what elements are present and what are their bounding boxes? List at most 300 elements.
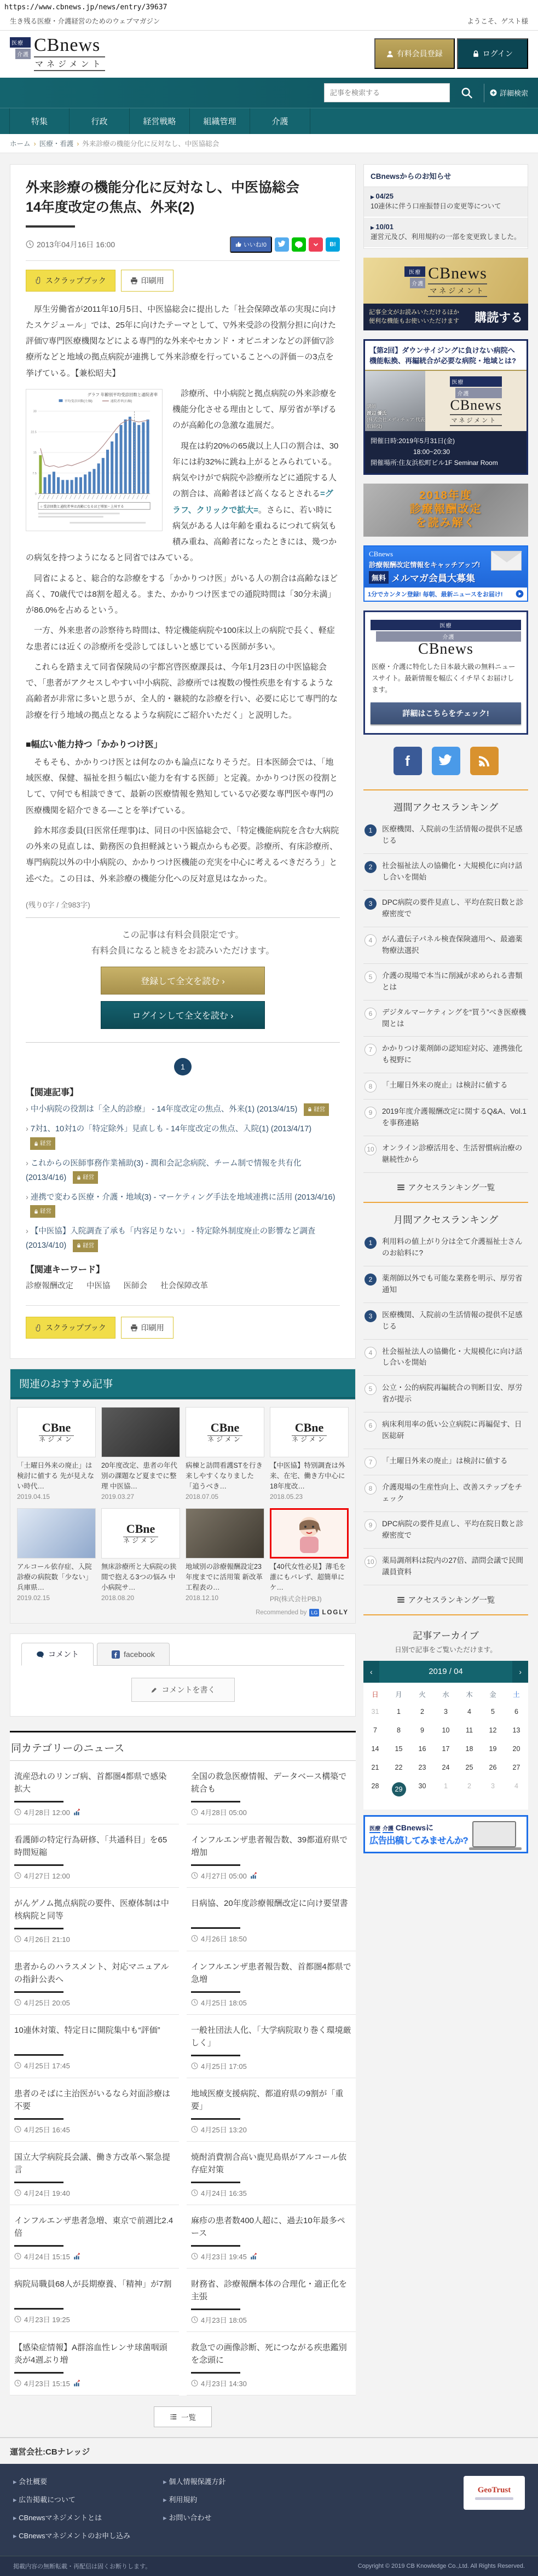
news-title: 病院局職員68人が長期療養、「精神」が7割 (14, 2280, 172, 2289)
footer-link[interactable]: ▸ 広告掲載について (13, 2494, 130, 2504)
news-title: 看護師の特定行為研修、「共通科目」を65時間短縮 (14, 1835, 167, 1857)
news-list-item[interactable] (187, 1888, 356, 1951)
calendar-day[interactable]: 3 (491, 1782, 495, 1790)
calendar-day[interactable]: 3 (444, 1707, 448, 1716)
ranking-title: かかりつけ薬剤師の認知症対応、連携強化も視野に (382, 1044, 523, 1065)
browser-url-bar[interactable]: https://www.cbnews.jp/news/entry/39637 (0, 0, 538, 13)
calendar-day[interactable]: 21 (371, 1763, 379, 1771)
news-list-item[interactable] (187, 2332, 356, 2395)
ranking-item[interactable] (363, 854, 528, 891)
pagination-current[interactable]: 1 (174, 1058, 192, 1075)
comments-section (10, 1633, 356, 1717)
twitter-share-icon[interactable] (275, 237, 289, 252)
recommend-title: 【40代女性必見】薄毛を誰にもバレず、超簡単にケ… (270, 1563, 346, 1591)
nav-item-組織管理[interactable]: 組織管理 (190, 108, 250, 134)
ranking-number: 2 (365, 1274, 377, 1286)
news-list-item[interactable] (187, 2269, 356, 2332)
paid-category-badge: 経営 (73, 1240, 98, 1252)
news-date: 4月24日 15:15 (14, 2251, 175, 2261)
cbnews-mini-logo: CBne ネジメン (123, 1522, 158, 1545)
recommend-date: 2018.12.10 (186, 1594, 219, 1602)
facebook-icon (112, 1650, 120, 1659)
recommend-card[interactable] (186, 1508, 264, 1603)
seminar-title: 【第2回】ダウンサイジングに負けない病院へ 機能転換、再編統合が必要な病院・地域とは? (365, 341, 527, 371)
news-title: インフルエンザ患者報告数、首都圏4都県で急増 (191, 1962, 351, 1984)
news-title: 【感染症情報】A群溶血性レンサ球菌咽頭炎が4週ぶり増 (14, 2343, 167, 2365)
login-fulltext-button[interactable]: ログインして全文を読む › (101, 1001, 265, 1029)
ranking-more-link[interactable]: アクセスランキング一覧 (363, 1173, 528, 1196)
calendar-day[interactable]: 14 (371, 1745, 379, 1753)
title-underline (14, 2054, 63, 2056)
printer-icon (130, 1324, 138, 1331)
ranking-item[interactable] (363, 1376, 528, 1412)
footer-link[interactable]: ▸ 会社概要 (13, 2476, 130, 2486)
monthly-ranking-section (363, 1202, 528, 1609)
ranking-item[interactable] (363, 1266, 528, 1303)
clock-icon (14, 2380, 21, 2387)
recommend-card[interactable] (17, 1508, 96, 1603)
seminar-cbnews-logo: 医療 介護 CBnews マネジメント (425, 371, 527, 431)
recommend-date: 2019.02.15 (17, 1594, 50, 1602)
news-title: 地域医療支援病院、都道府県の9割が「重要」 (191, 2089, 344, 2111)
calendar-day[interactable]: 22 (395, 1763, 403, 1771)
calendar-day[interactable]: 23 (418, 1763, 426, 1771)
ranking-title: がん遺伝子パネル検査保険適用へ、最適薬物療法選択 (382, 934, 523, 955)
weekly-ranking-heading: 週間アクセスランキング (393, 802, 499, 813)
news-title: 全国の救急医療情報、データベース構築で統合も (191, 1772, 347, 1794)
cbnews-mini-logo: CBne ネジメン (292, 1421, 327, 1444)
calendar-day[interactable]: 7 (373, 1726, 377, 1734)
paid-category-badge: 経営 (30, 1205, 55, 1218)
main-nav (0, 108, 538, 134)
keyword-link[interactable]: 社会保障改革 (160, 1282, 208, 1291)
ranking-title: 介護現場の生産性向上、改善ステップをチェック (382, 1483, 523, 1503)
ranking-item[interactable] (363, 1001, 528, 1037)
ranking-item[interactable] (363, 1475, 528, 1512)
news-list-item[interactable] (187, 2205, 356, 2269)
ranking-item[interactable] (363, 1412, 528, 1449)
ranking-item[interactable] (363, 1073, 528, 1100)
ranking-item[interactable] (363, 1303, 528, 1340)
ranking-item[interactable] (363, 1136, 528, 1173)
news-date: 4月26日 21:10 (14, 1934, 175, 1944)
kaitei-banner[interactable]: 2018年度 診療報酬改定 を読み解く (363, 484, 528, 537)
recommend-thumbnail (17, 1508, 96, 1559)
calendar-next-button[interactable]: › (512, 1661, 528, 1683)
calendar-day[interactable]: 6 (514, 1707, 518, 1716)
recommend-date: 2018.08.20 (101, 1594, 135, 1602)
breadcrumb-link[interactable]: 医療・看護 (39, 140, 74, 148)
ranking-item[interactable] (363, 1449, 528, 1475)
calendar-day[interactable]: 24 (442, 1763, 450, 1771)
title-underline (191, 1864, 240, 1866)
news-list-item[interactable] (10, 1888, 179, 1951)
news-date: 4月23日 19:45 (191, 2251, 351, 2261)
category-news-heading: 同カテゴリーのニュース (10, 1732, 356, 1761)
calendar-day[interactable]: 19 (489, 1745, 497, 1753)
ranking-title: 2019年度介護報酬改定に関するQ&A、Vol.1を事務連絡 (382, 1107, 527, 1127)
calendar-day[interactable]: 1 (444, 1782, 448, 1790)
scrapbook-button[interactable]: スクラップブック (26, 270, 115, 292)
related-article-link[interactable]: › 連携で変わる医療・介護・地域(3) - マーケティング手法を地域連携に活用 (2013/4/16) 経営 (26, 1190, 340, 1219)
sidebar (363, 164, 528, 1862)
lock-icon (34, 1142, 38, 1146)
ranking-more-link[interactable]: アクセスランキング一覧 (363, 1585, 528, 1609)
breadcrumb-link[interactable]: ホーム (10, 140, 31, 148)
ranking-item[interactable] (363, 1512, 528, 1549)
title-underline (191, 1991, 240, 1993)
footer-link[interactable]: ▸ 利用規約 (163, 2494, 225, 2504)
seminar-banner[interactable] (363, 339, 528, 475)
recommend-title: アルコール依存症、入院診療の病院数「少ない」 兵庫県… (17, 1563, 92, 1591)
footer-notice: 掲載内容の無断転載・再配信は固くお断りします。 (13, 2563, 152, 2571)
ranking-title: 公立・公的病院再編統合の判断目安、厚労省が提示 (382, 1383, 523, 1404)
twitter-bird-icon (278, 240, 286, 248)
calendar-day-selected[interactable]: 29 (387, 1777, 410, 1802)
calendar-day[interactable]: 20 (512, 1745, 520, 1753)
notice-item[interactable] (364, 187, 528, 217)
ranking-number: 6 (365, 1420, 377, 1432)
keyword-list (26, 1280, 340, 1291)
news-list-more-button[interactable]: 一覧 (154, 2406, 212, 2427)
seminar-speaker-photo: 講師 渡辺 優氏 (株式会社メディチュア 代表取締役) (365, 371, 425, 431)
footer-link[interactable]: ▸ 個人情報保護方針 (163, 2476, 225, 2486)
recommend-heading: 関連のおすすめ記事 (10, 1369, 355, 1399)
notice-item[interactable] (364, 218, 528, 247)
chevron-right-icon: › (26, 1193, 28, 1202)
recommend-card[interactable] (270, 1407, 349, 1501)
recommend-title: 20年度改定、患者の年代別の課題など夏までに整理 中医協… (101, 1462, 177, 1490)
chart-attachment-icon (73, 2253, 81, 2260)
nav-item-経営戦略[interactable]: 経営戦略 (130, 108, 190, 134)
ranking-number: 1 (365, 824, 377, 836)
divider (26, 917, 340, 918)
recommend-thumbnail (186, 1407, 264, 1457)
divider (26, 1042, 340, 1043)
news-title: 患者からのハラスメント、対応マニュアルの指針公表へ (14, 1962, 169, 1984)
calendar-day[interactable]: 1 (397, 1707, 401, 1716)
recommend-card[interactable] (101, 1407, 180, 1501)
ranking-item[interactable] (363, 1100, 528, 1136)
title-underline (191, 2182, 240, 2183)
copyright: Copyright © 2019 CB Knowledge Co.,Ltd. All Rights Reserved. (357, 2563, 525, 2570)
rss-icon[interactable] (470, 747, 499, 775)
paywall-notice: この記事は有料会員限定です。 有料会員になると続きをお読みいただけます。 (91, 930, 275, 956)
search-band (0, 78, 538, 108)
page-title: 外来診療の機能分化に反対なし、中医協総会 14年度改定の焦点、外来(2) (26, 180, 300, 216)
search-button[interactable] (455, 85, 478, 101)
keyword-link[interactable]: 医師会 (123, 1282, 147, 1291)
article-date: 2013年04月16日 16:00 (26, 239, 115, 250)
paid-register-button[interactable]: 有料会員登録 (374, 38, 455, 69)
news-date: 4月25日 13:20 (191, 2124, 351, 2135)
print-button-bottom[interactable]: 印刷用 (121, 1317, 173, 1339)
recommend-date: 2019.04.15 (17, 1493, 50, 1501)
recommend-thumbnail (186, 1508, 264, 1559)
news-list-item[interactable] (10, 1824, 179, 1888)
archive-sub: 日別で記事をご覧いただけます。 (395, 1645, 497, 1654)
related-article-link[interactable]: › 中小病院の役割は「全人的診療」 - 14年度改定の焦点、外来(1) (2013/4/15) 経営 (26, 1102, 340, 1117)
geotrust-seal[interactable]: GeoTrust (464, 2476, 525, 2510)
calendar-day[interactable]: 17 (442, 1745, 450, 1753)
title-underline (14, 1928, 63, 1929)
recommend-thumbnail (270, 1407, 349, 1457)
pencil-icon (151, 1686, 158, 1694)
nav-item-特集[interactable]: 特集 (9, 108, 70, 134)
news-date: 4月25日 20:05 (14, 1997, 175, 2008)
recommend-title: 地域別の診療報酬設定23年度までに活用策 新改革工程表の… (186, 1563, 263, 1591)
title-underline (14, 2372, 63, 2374)
article-paragraph: 一方、外来患者の診察待ち時間は、特定機能病院や100床以上の病院で長く、軽症な患者には近くの診療所を受診してほしいと感じている医師が多い。 (26, 626, 335, 652)
ranking-title: DPC病院の要件見直し、平均在院日数と診療密度で (382, 1519, 524, 1539)
calendar-day-header: 木 (466, 1690, 473, 1699)
clock-icon (191, 2062, 198, 2069)
notice-text: 運営元及び、利用規約の一部を変更致しました。 (371, 232, 521, 241)
ranking-number: 1 (365, 1237, 377, 1249)
breadcrumb (0, 134, 538, 153)
recommend-ad-card[interactable] (270, 1508, 349, 1603)
news-date: 4月24日 19:40 (14, 2188, 175, 2198)
print-button[interactable]: 印刷用 (121, 270, 173, 292)
news-title: 10連休対策、特定日に開院集中も“評価” (14, 2026, 160, 2036)
related-article-link[interactable]: › これからの医師事務作業補助(3) - 潤和会記念病院、チーム制で情報を共有化 (2013/4/16) 経営 (26, 1156, 340, 1185)
nav-item-介護[interactable]: 介護 (250, 108, 310, 134)
news-list-item[interactable] (10, 1761, 179, 1824)
footer-link[interactable]: ▸ CBnewsマネジメントのお申し込み (13, 2530, 130, 2540)
calendar-day[interactable]: 13 (512, 1726, 520, 1734)
news-date: 4月25日 16:45 (14, 2124, 175, 2135)
register-fulltext-button[interactable]: 登録して全文を読む › (101, 967, 265, 995)
recommend-title: 病棟と訪問看護STを行き来しやすくなりました 「追うべき… (186, 1462, 263, 1490)
recommend-card[interactable] (101, 1508, 180, 1603)
related-article-link[interactable]: › 7対1、10対1の「特定除外」見直しも - 14年度改定の焦点、入院(1) (2013/4/17) 経営 (26, 1122, 340, 1150)
related-articles-heading: 【関連記事】 (26, 1088, 79, 1098)
facebook-like-button[interactable]: いいね!0 (230, 236, 272, 253)
calendar-day[interactable]: 27 (512, 1763, 520, 1771)
facebook-page-icon[interactable]: f (394, 747, 422, 775)
site-tagline: 生き残る医療・介護経営のためのウェブマガジン (10, 18, 160, 25)
ranking-title: オンライン診療活用を、生活習慣病治療の継続性から (382, 1144, 523, 1164)
ranking-item[interactable] (363, 1340, 528, 1376)
clock-icon (191, 1809, 198, 1816)
search-input[interactable] (324, 83, 450, 102)
article-paragraph: 鈴木邦彦委員(日医常任理事)は、同日の中医協総会で、「特定機能病院を含む大病院の外来の見直しは、勤務医の負担軽減という観点からも必要。診療所、有床診療所、専門病院以外の中小病院の、かかりつけ医機能の充実を中心に考えるべきだろう」と述べた。この日は、外来診療の機能分化への反対意見はなかった。 (26, 825, 339, 883)
recommend-title: 無床診療所と大病院の狭間で抱える3つの悩み 中小病院サ… (101, 1563, 177, 1591)
login-button[interactable]: ログイン (457, 38, 528, 69)
thumbs-up-icon (235, 241, 241, 247)
news-list-item[interactable] (10, 2142, 179, 2205)
calendar-day[interactable]: 30 (418, 1782, 426, 1790)
news-title: 焼酎消費割合高い鹿児島県がアルコール依存症対策 (191, 2153, 347, 2174)
ranking-item[interactable] (363, 927, 528, 964)
news-title: 救急での画像診断、死につながる疾患鑑別を念頭に (191, 2343, 347, 2365)
breadcrumb-separator: › (33, 140, 36, 148)
calendar-day[interactable]: 4 (467, 1707, 471, 1716)
clock-icon (26, 240, 34, 248)
write-comment-button[interactable]: コメントを書く (131, 1678, 235, 1702)
calendar-day[interactable]: 11 (466, 1726, 473, 1734)
news-list-item[interactable] (187, 1824, 356, 1888)
lock-icon (34, 1210, 38, 1214)
calendar-day-header: 土 (513, 1690, 520, 1699)
calendar-day[interactable]: 4 (514, 1782, 518, 1790)
ranking-item[interactable] (363, 817, 528, 854)
advanced-search-link[interactable]: 詳細検索 (490, 88, 528, 98)
search-icon (461, 87, 473, 99)
news-date: 4月28日 05:00 (191, 1807, 351, 1817)
ranking-item[interactable] (363, 1230, 528, 1266)
ranking-item[interactable] (363, 964, 528, 1001)
paid-category-badge: 経営 (30, 1137, 55, 1150)
chart-attachment-icon (250, 2253, 258, 2260)
news-list-item[interactable] (187, 2015, 356, 2078)
clock-icon (191, 2316, 198, 2323)
logo-tags (10, 37, 31, 59)
graph-zoom-link[interactable]: =グラフ、クリックで拡大= (172, 489, 333, 515)
top-strip (0, 13, 538, 31)
news-title: インフルエンザ患者報告数、39都道府県で増加 (191, 1835, 348, 1857)
twitter-page-icon[interactable] (432, 747, 460, 775)
clock-icon (191, 2126, 198, 2133)
list-icon (397, 1596, 405, 1604)
news-title: 麻疹の患者数400人超に、過去10年最多ペース (191, 2216, 345, 2238)
calendar-day[interactable]: 28 (371, 1782, 379, 1790)
calendar-day[interactable]: 9 (420, 1726, 424, 1734)
about-cbnews-box: 医療 介護 CBnews 医療・介護に特化した日本最大級の無料ニュースサイト。最新情報を幅広くイチ早くお届けします。 詳細はこちらをチェック! (363, 610, 528, 735)
ranking-title: 社会福祉法人の協働化・大規模化に向け話し合いを開始 (382, 1347, 523, 1367)
calendar-day-header: 火 (419, 1690, 426, 1699)
title-underline (14, 1991, 63, 1993)
notice-text: 10連休に伴う口座振替日の変更等について (371, 202, 501, 210)
news-list-item[interactable] (187, 1761, 356, 1824)
news-list-item[interactable] (10, 2205, 179, 2269)
clock-icon (14, 1935, 21, 1943)
welcome-text: ようこそ、ゲスト様 (467, 18, 528, 25)
news-list-item[interactable] (10, 2332, 179, 2395)
calendar-prev-button[interactable]: ‹ (363, 1661, 379, 1683)
calendar-month-label: 2019 / 04 (429, 1667, 463, 1677)
envelope-icon (491, 551, 522, 571)
calendar-day[interactable]: 25 (465, 1763, 473, 1771)
site-logo[interactable] (10, 36, 105, 71)
ad-placement-banner[interactable]: 医療 介護 CBnewsに 広告出稿してみませんか? (363, 1815, 528, 1853)
article-paragraph: これらを踏まえて同省保険局の宇都宮啓医療課長は、今年1月23日の中医協総会で、「患者がアクセスしやすい中小病院、診療所では複数の慢性疾患を有するような高齢者が非常に多いと思うが、全人的・継続的な診療を行い、必要に応じて専門的な診療を行う地域の拠点となるような病院にご紹介いただく」と説明した。 (26, 662, 338, 720)
notice-box (363, 164, 528, 249)
hatena-bookmark-icon[interactable]: B! (326, 237, 340, 252)
plus-circle-icon (490, 89, 497, 96)
news-list-item[interactable] (10, 2015, 179, 2078)
lock-icon (472, 50, 479, 57)
line-share-icon[interactable] (292, 237, 306, 252)
ranking-title: デジタルマーケティングを“買う”べき医療機関とは (382, 1008, 527, 1028)
tab-facebook[interactable]: facebook (97, 1643, 170, 1665)
logo-cbnews: CBnews (34, 35, 101, 55)
calendar-day[interactable]: 5 (491, 1707, 495, 1716)
site-footer (0, 2464, 538, 2576)
calendar-day[interactable]: 12 (489, 1726, 497, 1734)
news-list-item[interactable] (187, 1951, 356, 2015)
news-title: 一般社団法人化、「大学病院取り巻く環境厳しく」 (191, 2026, 351, 2048)
recommend-section (10, 1369, 356, 1624)
calendar-day[interactable]: 2 (420, 1707, 424, 1716)
svg-text:30: 30 (33, 410, 37, 414)
news-list-item[interactable] (10, 1951, 179, 2015)
calendar-day[interactable]: 31 (371, 1707, 379, 1716)
footer-link[interactable]: ▸ CBnewsマネジメントとは (13, 2512, 130, 2522)
svg-text:15: 15 (33, 451, 37, 455)
ranking-title: 「土曜日外来の廃止」は検討に値する (382, 1081, 508, 1090)
article-chart-thumbnail[interactable] (26, 389, 163, 533)
mailmagazine-banner[interactable]: CBnews 診療報酬改定情報をキャッチアップ! 無料 メルマガ会員大募集 1分でカンタン登録! 毎朝、最新ニュースをお届け! (363, 545, 528, 602)
news-list-item[interactable] (10, 2078, 179, 2142)
title-underline (191, 1801, 240, 1802)
about-detail-button[interactable]: 詳細はこちらをチェック! (371, 702, 521, 724)
list-icon (170, 2413, 177, 2421)
line-bubble-icon (294, 240, 303, 249)
title-underline (191, 2055, 240, 2056)
news-title: がんゲノム拠点病院の要件、医療体制は中核病院と同等 (14, 1899, 169, 1921)
keyword-link[interactable]: 中医協 (86, 1282, 111, 1291)
title-underline (14, 1864, 63, 1866)
tab-comments[interactable]: コメント (21, 1643, 94, 1666)
notice-heading: CBnewsからのお知らせ (364, 165, 528, 187)
social-links (363, 747, 528, 775)
calendar-day[interactable]: 26 (489, 1763, 497, 1771)
news-list-item[interactable] (187, 2078, 356, 2142)
nav-item-行政[interactable]: 行政 (70, 108, 130, 134)
news-date: 4月25日 17:45 (14, 2060, 175, 2071)
calendar-day[interactable]: 18 (465, 1745, 473, 1753)
related-article-link[interactable]: › 【中医協】入院調査了承も「内容足りない」 - 特定除外制度廃止の影響など調査 (2013/4/10) 経営 (26, 1224, 340, 1253)
footer-link[interactable]: ▸ お問い合わせ (163, 2512, 225, 2522)
news-list-item[interactable] (187, 2142, 356, 2205)
svg-text:7.5: 7.5 (32, 472, 37, 475)
chart-attachment-icon (250, 1872, 258, 1880)
scrapbook-button-bottom[interactable]: スクラップブック (26, 1317, 115, 1339)
recommend-thumbnail (101, 1508, 180, 1559)
calendar-day[interactable]: 15 (395, 1745, 403, 1753)
calendar-day[interactable]: 16 (418, 1745, 426, 1753)
subscribe-banner[interactable]: 医療 介護 CBnews マネジメント 記事全文がお読みいただけるほか 便利な機能もお使いいただけます 購読する (363, 258, 528, 330)
calendar-day[interactable]: 2 (467, 1782, 471, 1790)
news-date: 4月25日 18:05 (191, 1997, 351, 2008)
clock-icon (14, 2316, 21, 2323)
clock-icon (14, 1872, 21, 1879)
ranking-title: 医療機関、入院前の生活情報の提供不足感じる (382, 1310, 523, 1330)
calendar-day[interactable]: 8 (397, 1726, 401, 1734)
keyword-link[interactable]: 診療報酬改定 (26, 1282, 73, 1291)
ranking-item[interactable] (363, 1037, 528, 1073)
title-underline (191, 1927, 240, 1929)
logo-management: マネジメント (34, 56, 105, 71)
ranking-item[interactable] (363, 1549, 528, 1585)
recommend-card[interactable] (186, 1407, 264, 1501)
mini-chart-svg (26, 389, 163, 531)
subscribe-button[interactable]: 購読する (474, 310, 523, 324)
news-date: 4月23日 19:25 (14, 2314, 175, 2324)
ranking-item[interactable] (363, 891, 528, 927)
illustration-woman (290, 1511, 328, 1555)
news-list-item[interactable] (10, 2269, 179, 2332)
recommend-thumbnail (101, 1407, 180, 1457)
ranking-title: 介護の現場で本当に削減が求められる書類とは (382, 971, 523, 991)
recommend-pr-label: PR(株式会社PBJ) (270, 1595, 322, 1603)
paperclip-icon (35, 277, 42, 284)
pocket-share-icon[interactable] (309, 237, 323, 252)
recommend-card[interactable] (17, 1407, 96, 1501)
chevron-right-icon: › (26, 1125, 28, 1134)
calendar-day[interactable]: 10 (442, 1726, 450, 1734)
